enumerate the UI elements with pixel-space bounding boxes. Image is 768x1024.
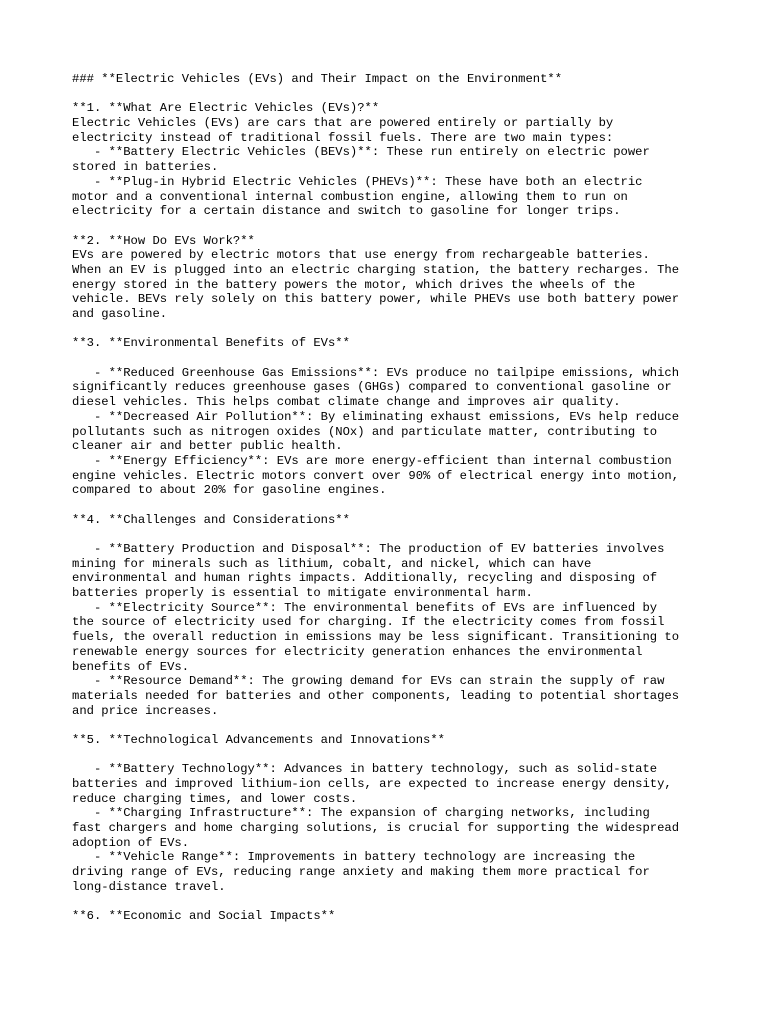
text-line: fuels, the overall reduction in emissions may be less significant. Transitioning to: [72, 630, 680, 645]
text-line: **3. **Environmental Benefits of EVs**: [72, 336, 350, 351]
text-line: environmental and human rights impacts. Additionally, recycling and disposing of: [72, 571, 658, 586]
text-line: energy stored in the battery powers the motor, which drives the wheels of the: [72, 277, 636, 292]
blank-line: [72, 351, 712, 366]
text-line: adoption of EVs.: [72, 835, 190, 850]
text-line: When an EV is plugged into an electric charging station, the battery recharges. The: [72, 262, 680, 277]
text-line: **2. **How Do EVs Work?**: [72, 233, 255, 248]
blank-line: [72, 498, 712, 513]
text-line: benefits of EVs.: [72, 659, 190, 674]
text-line: vehicle. BEVs rely solely on this battery power, while PHEVs use both battery power: [72, 292, 680, 307]
text-line: electricity for a certain distance and switch to gasoline for longer trips.: [72, 204, 621, 219]
text-line: electricity instead of traditional fossil fuels. There are two main types:: [72, 130, 614, 145]
text-line: - **Charging Infrastructure**: The expansion of charging networks, including: [72, 806, 650, 821]
blank-line: [72, 87, 712, 102]
text-line: **6. **Economic and Social Impacts**: [72, 909, 336, 924]
text-line: EVs are powered by electric motors that use energy from rechargeable batteries.: [72, 248, 650, 263]
text-line: stored in batteries.: [72, 160, 219, 175]
text-line: significantly reduces greenhouse gases (GHGs) compared to conventional gasoline or: [72, 380, 672, 395]
text-line: cleaner air and better public health.: [72, 439, 343, 454]
text-line: renewable energy sources for electricity generation enhances the environmental: [72, 644, 643, 659]
text-line: - **Vehicle Range**: Improvements in battery technology are increasing the: [72, 850, 636, 865]
text-line: engine vehicles. Electric motors convert over 90% of electrical energy into motion,: [72, 468, 680, 483]
text-line: - **Plug-in Hybrid Electric Vehicles (PHEVs)**: These have both an electric: [72, 174, 643, 189]
text-line: - **Battery Electric Vehicles (BEVs)**: These run entirely on electric power: [72, 145, 650, 160]
text-line: reduce charging times, and lower costs.: [72, 791, 358, 806]
text-line: Electric Vehicles (EVs) are cars that are powered entirely or partially by: [72, 116, 614, 131]
text-line: batteries properly is essential to mitigate environmental harm.: [72, 586, 533, 601]
document-body: [72, 72, 712, 924]
blank-line: [72, 895, 712, 910]
text-line: motor and a conventional internal combustion engine, allowing them to run on: [72, 189, 628, 204]
text-line: **4. **Challenges and Considerations**: [72, 512, 350, 527]
text-line: batteries and improved lithium-ion cells, are expected to increase energy density,: [72, 777, 672, 791]
text-line: and price increases.: [72, 703, 219, 718]
blank-line: [72, 322, 712, 337]
blank-line: [72, 219, 712, 234]
text-line: **1. **What Are Electric Vehicles (EVs)?**: [72, 101, 380, 116]
text-line: - **Energy Efficiency**: EVs are more energy-efficient than internal combustion: [72, 453, 672, 468]
text-line: pollutants such as nitrogen oxides (NOx) and particulate matter, contributing to: [72, 424, 658, 439]
text-line: - **Decreased Air Pollution**: By eliminating exhaust emissions, EVs help reduce: [72, 409, 680, 424]
text-line: - **Battery Technology**: Advances in battery technology, such as solid-state: [72, 762, 658, 777]
blank-line: [72, 748, 712, 763]
text-line: and gasoline.: [72, 307, 168, 321]
text-line: - **Reduced Greenhouse Gas Emissions**: EVs produce no tailpipe emissions, which: [72, 365, 680, 380]
text-line: materials needed for batteries and other components, leading to potential shortages: [72, 688, 680, 703]
text-line: - **Electricity Source**: The environmental benefits of EVs are influenced by: [72, 600, 658, 615]
blank-line: [72, 527, 712, 542]
text-line: - **Resource Demand**: The growing demand for EVs can strain the supply of raw: [72, 674, 665, 689]
blank-line: [72, 718, 712, 733]
text-line: the source of electricity used for charging. If the electricity comes from fossil: [72, 615, 665, 630]
text-line: compared to about 20% for gasoline engines.: [72, 483, 387, 498]
text-line: diesel vehicles. This helps combat climate change and improves air quality.: [72, 395, 621, 410]
text-line: **5. **Technological Advancements and Innovations**: [72, 732, 445, 747]
text-line: driving range of EVs, reducing range anxiety and making them more practical for: [72, 865, 650, 880]
text-line: mining for minerals such as lithium, cobalt, and nickel, which can have: [72, 556, 592, 571]
text-line: ### **Electric Vehicles (EVs) and Their Impact on the Environment**: [72, 72, 563, 86]
text-line: - **Battery Production and Disposal**: The production of EV batteries involves: [72, 542, 665, 556]
text-line: long-distance travel.: [72, 879, 226, 894]
text-line: fast chargers and home charging solutions, is crucial for supporting the widespread: [72, 821, 680, 836]
